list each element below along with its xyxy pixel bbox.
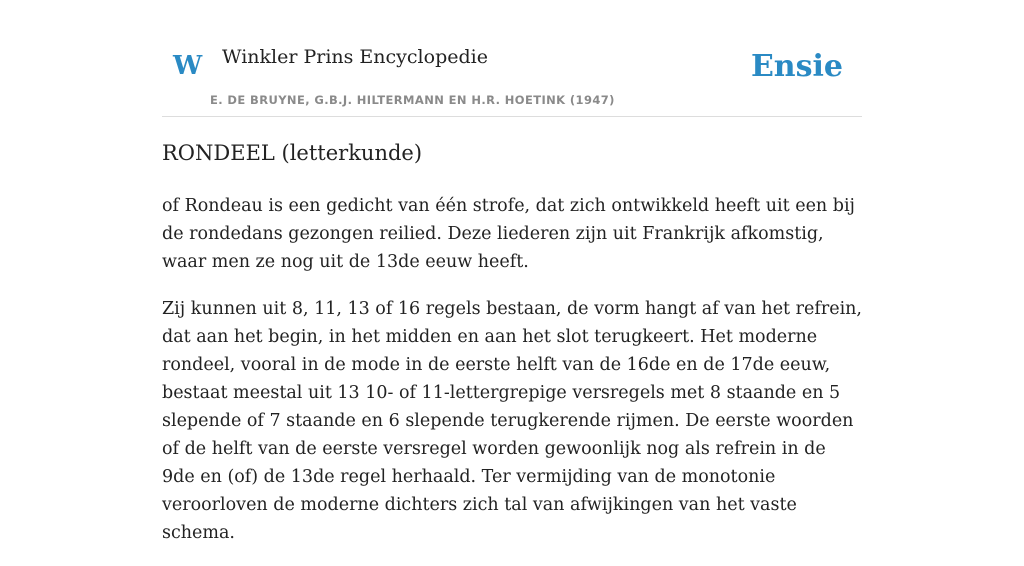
ensie-logo-link[interactable]: Ensie [750,49,843,84]
article-title: RONDEEL (letterkunde) [162,141,423,165]
encyclopedia-title[interactable]: Winkler Prins Encyclopedie [222,46,488,68]
article-body [162,192,862,566]
encyclopedia-authors: E. DE BRUYNE, G.B.J. HILTERMANN EN H.R. HOETINK (1947) [210,93,615,107]
article-paragraph: of Rondeau is een gedicht van één strofe, dat zich ontwikkeld heeft uit een bij de rondedans gezongen reilied. Deze liederen zijn uit Frankrijk afkomstig, waar men ze nog uit de 13de eeuw heeft. [162,196,855,272]
winkler-prins-logo[interactable]: W [173,51,203,81]
article-paragraph: Zij kunnen uit 8, 11, 13 of 16 regels bestaan, de vorm hangt af van het refrein, dat aan het begin, in het midden en aan het slot terugkeert. Het moderne rondeel, vooral in de mode in de eerste helft van de 16de en de 17de eeuw, bestaat meestal uit 13 10- of 11-lettergrepige versregels met 8 staande en 5 slepende of 7 staande en 6 slepende terugkerende rijmen. De eerste woorden of de helft van de eerste versregel worden gewoonlijk nog als refrein in de 9de en (of) de 13de regel herhaald. Ter vermijding van de monotonie veroorloven de moderne dichters zich tal van afwijkingen van het vaste schema. [162,299,862,543]
site-header [162,0,862,117]
